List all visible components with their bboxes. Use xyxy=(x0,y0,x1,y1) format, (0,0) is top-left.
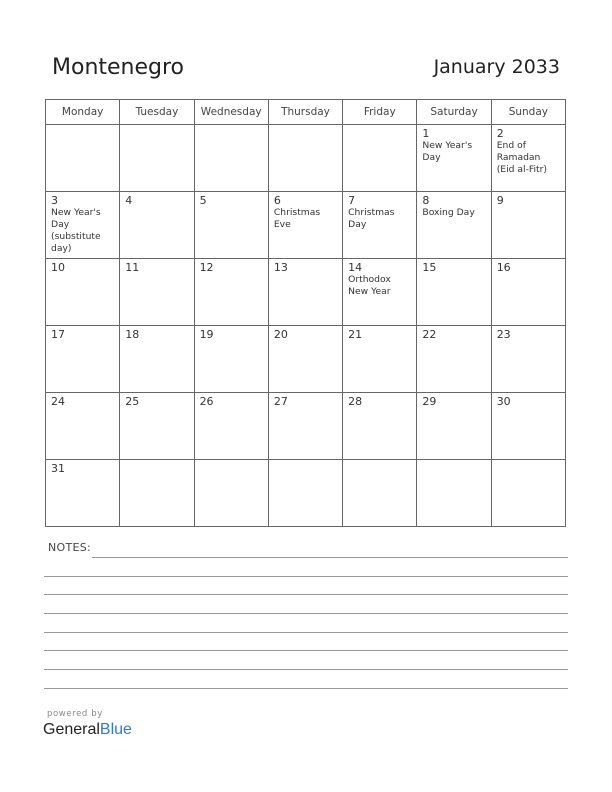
calendar-day-cell xyxy=(120,125,194,192)
calendar-day-cell xyxy=(491,259,565,326)
calendar-day-cell xyxy=(268,393,342,460)
day-number: 1 xyxy=(422,127,430,140)
weekday-header: Monday xyxy=(46,100,120,125)
calendar-day-cell xyxy=(120,326,194,393)
calendar-grid xyxy=(45,99,566,527)
notes-line xyxy=(44,594,568,595)
calendar-day-cell xyxy=(491,192,565,259)
calendar-day-cell xyxy=(46,125,120,192)
month-title: January 2033 xyxy=(433,56,560,78)
generalblue-logo[interactable] xyxy=(43,721,132,739)
holiday-label: Orthodox New Year xyxy=(348,274,391,297)
day-number: 9 xyxy=(496,194,504,207)
calendar-day-cell xyxy=(268,326,342,393)
country-title: Montenegro xyxy=(52,55,185,80)
calendar-day-cell xyxy=(417,393,491,460)
day-number: 10 xyxy=(51,261,65,274)
notes-line xyxy=(44,576,568,577)
calendar-day-cell xyxy=(46,192,120,259)
day-number: 21 xyxy=(348,328,363,341)
calendar-day-cell xyxy=(343,259,417,326)
calendar-day-cell xyxy=(120,460,194,527)
day-number: 16 xyxy=(496,261,511,274)
day-number: 22 xyxy=(422,328,437,341)
day-number: 28 xyxy=(348,395,363,408)
calendar-week-row xyxy=(46,259,566,326)
weekday-header-row xyxy=(46,100,566,125)
day-number: 7 xyxy=(348,194,356,207)
notes-line xyxy=(44,650,568,651)
calendar-day-cell xyxy=(417,192,491,259)
day-number: 5 xyxy=(199,194,207,207)
calendar-day-cell xyxy=(46,460,120,527)
day-number: 12 xyxy=(199,261,214,274)
day-number: 30 xyxy=(496,395,511,408)
calendar-day-cell xyxy=(120,259,194,326)
calendar-day-cell xyxy=(343,460,417,527)
calendar-week-row xyxy=(46,326,566,393)
holiday-label: Boxing Day xyxy=(422,207,475,218)
notes-line xyxy=(44,669,568,670)
day-number: 4 xyxy=(125,194,133,207)
calendar-day-cell xyxy=(194,460,268,527)
calendar-day-cell xyxy=(343,125,417,192)
calendar-day-cell xyxy=(194,393,268,460)
day-number: 20 xyxy=(273,328,288,341)
day-number: 13 xyxy=(273,261,288,274)
notes-label: NOTES: xyxy=(48,541,92,554)
calendar-day-cell xyxy=(343,192,417,259)
weekday-header: Saturday xyxy=(417,100,491,125)
holiday-label: Christmas Day xyxy=(348,207,395,230)
calendar-day-cell xyxy=(491,326,565,393)
calendar-week-row xyxy=(46,460,566,527)
calendar-day-cell xyxy=(491,393,565,460)
notes-line xyxy=(44,613,568,614)
calendar-day-cell xyxy=(417,259,491,326)
calendar-day-cell xyxy=(343,393,417,460)
day-number: 23 xyxy=(496,328,511,341)
calendar-day-cell xyxy=(268,125,342,192)
calendar-day-cell xyxy=(46,259,120,326)
brand-blue: Blue xyxy=(99,721,132,738)
holiday-label: New Year's Day xyxy=(422,140,473,163)
weekday-header: Wednesday xyxy=(194,100,268,125)
calendar-day-cell xyxy=(417,326,491,393)
day-number: 11 xyxy=(125,261,140,274)
day-number: 26 xyxy=(199,395,214,408)
calendar-day-cell xyxy=(120,192,194,259)
day-number: 6 xyxy=(273,194,281,207)
weekday-header: Friday xyxy=(343,100,417,125)
calendar-day-cell xyxy=(268,192,342,259)
weekday-header: Tuesday xyxy=(120,100,194,125)
notes-line xyxy=(92,557,568,558)
calendar-day-cell xyxy=(491,125,565,192)
calendar-day-cell xyxy=(46,393,120,460)
day-number: 19 xyxy=(199,328,214,341)
calendar-day-cell xyxy=(417,125,491,192)
day-number: 29 xyxy=(422,395,437,408)
notes-line xyxy=(44,632,568,633)
day-number: 8 xyxy=(422,194,430,207)
weekday-header: Sunday xyxy=(491,100,565,125)
day-number: 2 xyxy=(496,127,504,140)
powered-by-text: powered by xyxy=(47,709,103,719)
notes-line xyxy=(44,688,568,689)
calendar-day-cell xyxy=(491,460,565,527)
calendar-week-row xyxy=(46,393,566,460)
day-number: 31 xyxy=(51,462,65,475)
calendar-week-row xyxy=(46,192,566,259)
day-number: 17 xyxy=(51,328,65,341)
day-number: 27 xyxy=(273,395,288,408)
day-number: 14 xyxy=(348,261,363,274)
calendar-day-cell xyxy=(194,125,268,192)
calendar-day-cell xyxy=(268,259,342,326)
calendar-day-cell xyxy=(417,460,491,527)
brand-general: General xyxy=(43,721,100,738)
holiday-label: End of Ramadan (Eid al-Fitr) xyxy=(496,140,548,175)
day-number: 15 xyxy=(422,261,437,274)
day-number: 18 xyxy=(125,328,140,341)
calendar-day-cell xyxy=(194,259,268,326)
day-number: 25 xyxy=(125,395,140,408)
calendar-day-cell xyxy=(46,326,120,393)
calendar-week-row xyxy=(46,125,566,192)
holiday-label: Christmas Eve xyxy=(273,207,321,230)
calendar-day-cell xyxy=(194,326,268,393)
calendar-day-cell xyxy=(194,192,268,259)
calendar-day-cell xyxy=(120,393,194,460)
day-number: 3 xyxy=(51,194,58,207)
holiday-label: New Year's Day (substitute day) xyxy=(51,207,101,254)
day-number: 24 xyxy=(51,395,65,408)
calendar-day-cell xyxy=(343,326,417,393)
weekday-header: Thursday xyxy=(268,100,342,125)
calendar-day-cell xyxy=(268,460,342,527)
